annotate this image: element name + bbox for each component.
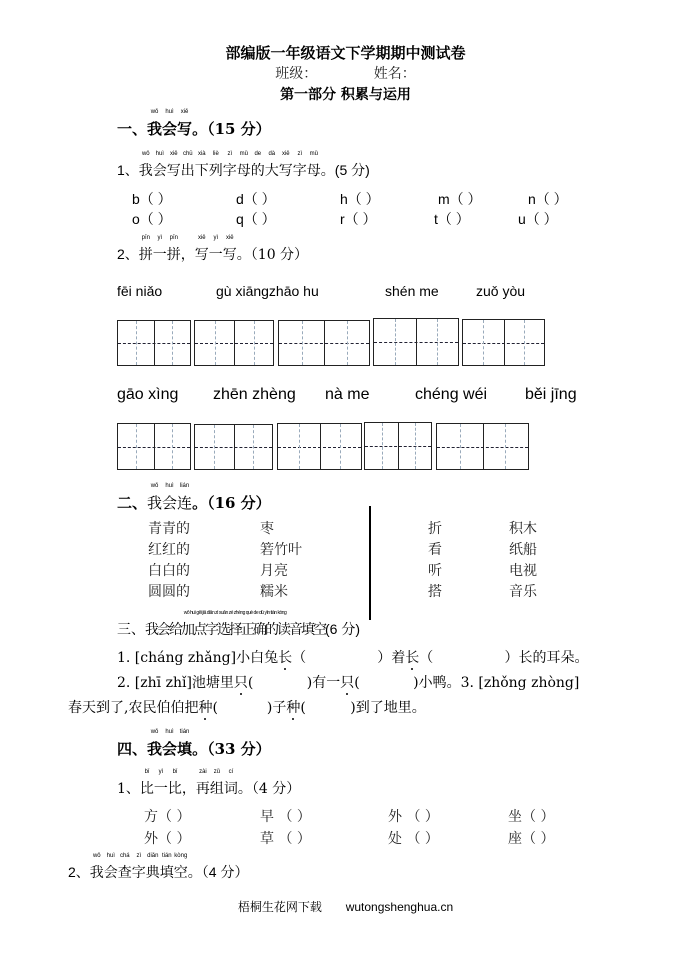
- question-score: 。（10 分）: [236, 247, 309, 263]
- ruby-char: [195, 769, 210, 798]
- writing-grid[interactable]: [194, 424, 273, 470]
- ruby-char: [209, 769, 224, 798]
- ruby-char: [194, 151, 209, 180]
- hanzi: 会: [162, 740, 178, 758]
- hanzi: 会: [162, 494, 178, 512]
- ruby-char: [159, 853, 174, 882]
- ruby-char: [147, 729, 163, 759]
- hanzi: 会: [162, 120, 178, 138]
- hanzi: 会: [103, 864, 118, 880]
- pinyin-annotation: xiě: [197, 235, 206, 241]
- reading-line-1: [117, 647, 589, 667]
- hanzi: 拼: [138, 247, 153, 263]
- hanzi: 大: [264, 163, 279, 179]
- section-title-ruby: [147, 483, 193, 512]
- section-score: 。（33 分）: [192, 740, 271, 758]
- match-item[interactable]: 枣: [260, 521, 274, 537]
- ruby-char: [153, 769, 168, 798]
- question-text-ruby: [138, 235, 237, 263]
- class-label: 班级：: [275, 66, 318, 82]
- pinyin-annotation: wǒ: [150, 483, 159, 489]
- answer-blank[interactable]: （ ）长的耳朵。: [419, 650, 589, 666]
- pinyin-annotation: tián: [179, 729, 190, 735]
- letter-blank[interactable]: o（ ）: [132, 211, 172, 227]
- section-title: 我会给加点字选择正确的读音填空: [145, 622, 325, 638]
- ruby-char: [194, 235, 209, 264]
- pinyin-annotation: huì: [165, 483, 174, 489]
- hanzi: 我: [147, 120, 163, 138]
- pinyin-annotation: xiě: [169, 151, 178, 157]
- section-1-heading: [117, 109, 271, 139]
- pinyin-annotation: zǔ: [213, 769, 221, 775]
- letter-blank[interactable]: t（ ）: [434, 211, 470, 227]
- letter-blank[interactable]: q（ ）: [236, 211, 276, 227]
- pinyin-word: fēi niǎo: [117, 283, 163, 299]
- writing-grid[interactable]: [194, 320, 274, 366]
- writing-grid[interactable]: [278, 320, 370, 366]
- letter-blank[interactable]: d（ ）: [236, 191, 276, 207]
- dotted-char: 长: [405, 647, 419, 667]
- match-item[interactable]: 音乐: [509, 584, 537, 600]
- ruby-char: [182, 778, 196, 798]
- student-info-line: [0, 63, 691, 83]
- pinyin-annotation: diǎn: [147, 853, 159, 859]
- section-score: 。（16 分）: [192, 494, 271, 512]
- compare-blank[interactable]: 外 （ ）: [388, 809, 439, 825]
- hanzi: 写: [222, 247, 237, 263]
- answer-blank[interactable]: ( )子: [212, 700, 287, 716]
- match-item[interactable]: 折: [428, 521, 442, 537]
- pinyin-annotation: pīn: [169, 235, 178, 241]
- pinyin-annotation: chū: [182, 151, 193, 157]
- hanzi: 填: [177, 740, 193, 758]
- compare-blank[interactable]: 外（ ）: [144, 831, 191, 847]
- hanzi: 一: [208, 247, 223, 263]
- writing-grid[interactable]: [277, 423, 362, 470]
- dotted-char: 长: [278, 647, 292, 667]
- column-divider: [369, 506, 371, 620]
- pinyin-annotation: bǐ: [172, 769, 178, 775]
- ruby-char: [222, 151, 237, 180]
- answer-blank[interactable]: ( )有一: [247, 675, 341, 691]
- pinyin-annotation: huì: [155, 151, 164, 157]
- hanzi: 我: [138, 163, 153, 179]
- footer-url[interactable]: wutongshenghua.cn: [345, 900, 454, 914]
- question-score: 。（4 分）: [237, 781, 301, 797]
- dotted-char: 只: [340, 672, 354, 692]
- pinyin-annotation: xià: [197, 151, 206, 157]
- hanzi: 填: [159, 864, 174, 880]
- match-item[interactable]: 积木: [509, 521, 537, 537]
- ruby-char: [250, 151, 265, 180]
- compare-blank[interactable]: 早 （ ）: [260, 809, 311, 825]
- ruby-char: [152, 235, 167, 264]
- ruby-char: [138, 151, 153, 180]
- question-1-2: [117, 235, 309, 264]
- question-1-1: [117, 151, 370, 180]
- question-4-2: [68, 853, 249, 882]
- part-title: 第一部分 积累与运用: [280, 87, 411, 103]
- ruby-char: [167, 769, 182, 798]
- section-number: 四、: [117, 740, 148, 758]
- section-score: 。（15 分）: [192, 120, 271, 138]
- pinyin-annotation: yì: [213, 235, 219, 241]
- ruby-char: [264, 151, 279, 180]
- letter-blank[interactable]: n（ ）: [528, 191, 568, 207]
- ruby-char: [278, 151, 293, 180]
- letter-blank[interactable]: m（ ）: [438, 191, 482, 207]
- ruby-char: [173, 853, 188, 882]
- hanzi: 会: [152, 163, 167, 179]
- ruby-char: [166, 235, 181, 264]
- ruby-char: [162, 483, 178, 513]
- pinyin-word: chéng wéi: [415, 386, 488, 403]
- hanzi: 空: [173, 864, 188, 880]
- match-item[interactable]: 电视: [509, 563, 537, 579]
- match-item[interactable]: 月亮: [260, 563, 288, 579]
- hanzi: 母: [306, 163, 321, 179]
- question-score: 。（4 分）: [187, 864, 249, 880]
- hanzi: 我: [147, 494, 163, 512]
- ruby-char: [181, 244, 195, 264]
- ruby-char: [236, 151, 251, 180]
- question-number: 2、: [117, 246, 139, 262]
- match-item[interactable]: 青青的: [148, 521, 190, 537]
- hanzi: 列: [208, 163, 223, 179]
- dotted-char: 只: [234, 672, 248, 692]
- pinyin-annotation: wǒ: [150, 109, 159, 115]
- hanzi: 连: [177, 494, 193, 512]
- hanzi: ，: [180, 247, 195, 263]
- pinyin-annotation: zì: [136, 853, 142, 859]
- question-number: 1、: [117, 162, 139, 178]
- match-item[interactable]: 箬竹叶: [260, 542, 302, 558]
- dotted-char: 种: [286, 697, 300, 717]
- pinyin-annotation: wǒ: [92, 853, 101, 859]
- compare-blank[interactable]: 草 （ ）: [260, 831, 311, 847]
- pinyin-annotation: huì: [165, 729, 174, 735]
- hanzi: 的: [250, 163, 265, 179]
- name-label: 姓名：: [373, 66, 416, 82]
- match-left-col-1: [148, 519, 190, 603]
- compare-blank[interactable]: 方（ ）: [144, 809, 191, 825]
- question-number: 2、: [68, 864, 90, 880]
- question-text-ruby: [89, 853, 188, 880]
- hanzi: 比: [167, 781, 182, 797]
- ruby-char: [131, 853, 146, 882]
- pinyin-word: gù xiāngzhāo hu: [216, 283, 319, 299]
- match-right-col-2: [509, 519, 537, 603]
- pinyin-word: shén me: [385, 283, 439, 299]
- pinyin-word: zuǒ yòu: [476, 283, 526, 299]
- pinyin-annotation: wǒ: [150, 729, 159, 735]
- page-footer: [0, 898, 691, 915]
- ruby-char: [180, 151, 195, 180]
- ruby-char: [306, 151, 321, 180]
- pinyin-annotation: chá: [119, 853, 130, 859]
- hanzi: 再: [195, 781, 210, 797]
- ruby-char: [147, 483, 163, 513]
- ruby-char: [152, 151, 167, 180]
- pinyin-annotation: kòng: [174, 853, 188, 859]
- compare-blank[interactable]: 处 （ ）: [388, 831, 439, 847]
- pinyin-annotation: zì: [297, 151, 303, 157]
- hanzi: 我: [147, 740, 163, 758]
- answer-blank[interactable]: ( )到了地里。: [300, 700, 426, 716]
- pinyin-annotation: huì: [165, 109, 174, 115]
- section-title-ruby: [145, 610, 325, 639]
- hanzi: 词: [223, 781, 238, 797]
- pinyin-annotation: zài: [199, 769, 207, 775]
- ruby-char: [117, 853, 132, 882]
- writing-grid[interactable]: [117, 423, 191, 470]
- match-left-col-2: [260, 519, 302, 603]
- pinyin-annotation: xiě: [180, 109, 189, 115]
- letter-blank[interactable]: r（ ）: [340, 211, 377, 227]
- writing-grid[interactable]: [462, 319, 545, 366]
- pinyin-annotation: dà: [268, 151, 276, 157]
- pinyin-annotation: zì: [227, 151, 233, 157]
- hanzi: 组: [209, 781, 224, 797]
- writing-grid[interactable]: [117, 320, 191, 366]
- hanzi: 字: [131, 864, 146, 880]
- pinyin-annotation: wǒ: [141, 151, 150, 157]
- ruby-char: [145, 853, 160, 882]
- ruby-char: [89, 853, 104, 882]
- ruby-char: [177, 109, 193, 139]
- match-right-col-1: [428, 519, 442, 603]
- pinyin-annotation: xiě: [225, 235, 234, 241]
- match-item[interactable]: 红红的: [148, 542, 190, 558]
- writing-grid[interactable]: [436, 423, 529, 470]
- ruby-char: [147, 109, 163, 139]
- pinyin-word: nà me: [325, 386, 370, 403]
- pinyin-word: gāo xìng: [117, 386, 179, 403]
- exam-title: 部编版一年级语文下学期期中测试卷: [225, 44, 466, 62]
- answer-blank[interactable]: ( )小鸭。3. [zhǒng zhòng]: [354, 675, 580, 691]
- writing-grid[interactable]: [364, 422, 432, 470]
- hanzi: 一: [152, 247, 167, 263]
- letter-blank[interactable]: h（ ）: [340, 191, 380, 207]
- match-item[interactable]: 听: [428, 563, 442, 579]
- hanzi: ，: [181, 781, 196, 797]
- match-item[interactable]: 搭: [428, 584, 442, 600]
- match-item[interactable]: 糯米: [260, 584, 288, 600]
- pinyin-annotation: liè: [212, 151, 219, 157]
- line-text: 2. [zhī zhǐ]池塘里: [117, 675, 234, 691]
- ruby-char: [223, 769, 238, 798]
- ruby-char: [222, 235, 237, 264]
- ruby-char: [208, 151, 223, 180]
- question-score: 。(5 分): [320, 162, 370, 178]
- hanzi: 写: [278, 163, 293, 179]
- hanzi: 我: [89, 864, 104, 880]
- match-item[interactable]: 纸船: [509, 542, 537, 558]
- footer-site-name: 梧桐生花网下载: [237, 900, 322, 914]
- ruby-char: [177, 483, 193, 513]
- title-pinyin: wǒ huì gěi jiā diǎn zì xuǎn zé zhèng què de dú yīn tián kòng: [183, 610, 287, 616]
- compare-blank[interactable]: 座（ ）: [508, 831, 555, 847]
- hanzi: 典: [145, 864, 160, 880]
- letter-blank[interactable]: u（ ）: [518, 211, 558, 227]
- letter-blank[interactable]: b（ ）: [132, 191, 172, 207]
- pinyin-annotation: lián: [179, 483, 190, 489]
- compare-blank[interactable]: 坐（ ）: [508, 809, 555, 825]
- hanzi: 写: [166, 163, 181, 179]
- question-text-ruby: [139, 769, 238, 797]
- hanzi: 字: [222, 163, 237, 179]
- hanzi: 拼: [166, 247, 181, 263]
- hanzi: 比: [139, 781, 154, 797]
- hanzi: 查: [117, 864, 132, 880]
- dotted-char: 种: [198, 697, 212, 717]
- pinyin-annotation: mǔ: [239, 151, 248, 157]
- question-number: 1、: [117, 781, 140, 797]
- ruby-char: [162, 729, 178, 759]
- pinyin-word: zhēn zhèng: [213, 386, 296, 403]
- ruby-char: [162, 109, 178, 139]
- hanzi: 出: [180, 163, 195, 179]
- pinyin-annotation: bǐ: [144, 769, 150, 775]
- reading-line-2: [117, 672, 579, 692]
- section-2-heading: [117, 483, 271, 513]
- question-text-ruby: [138, 151, 321, 179]
- reading-line-3: [68, 697, 426, 717]
- ruby-char: [103, 853, 118, 882]
- ruby-char: [208, 235, 223, 264]
- pinyin-annotation: tián: [161, 853, 172, 859]
- writing-grid[interactable]: [373, 318, 459, 366]
- pinyin-annotation: de: [254, 151, 262, 157]
- match-item[interactable]: 看: [428, 542, 442, 558]
- section-3-heading: [117, 610, 360, 639]
- match-item[interactable]: 圆圆的: [148, 584, 190, 600]
- ruby-char: [138, 235, 153, 264]
- pinyin-annotation: pīn: [141, 235, 150, 241]
- hanzi: 一: [153, 781, 168, 797]
- ruby-char: [292, 151, 307, 180]
- section-number: 一、: [117, 120, 148, 138]
- section-number: 三、: [117, 622, 145, 638]
- match-item[interactable]: 白白的: [148, 563, 190, 579]
- hanzi: 写: [194, 247, 209, 263]
- section-number: 二、: [117, 494, 148, 512]
- pinyin-annotation: xiě: [281, 151, 290, 157]
- hanzi: 下: [194, 163, 209, 179]
- hanzi: 写: [177, 120, 193, 138]
- section-title-ruby: [147, 109, 193, 138]
- pinyin-annotation: mǔ: [309, 151, 318, 157]
- hanzi: 字: [292, 163, 307, 179]
- pinyin-annotation: yì: [157, 235, 163, 241]
- line-text: 春天到了,农民伯伯把: [68, 700, 199, 716]
- hanzi: 母: [236, 163, 251, 179]
- ruby-char: [177, 729, 193, 759]
- ruby-char: [166, 151, 181, 180]
- ruby-char: [139, 769, 154, 798]
- pinyin-annotation: cí: [228, 769, 234, 775]
- pinyin-annotation: huì: [106, 853, 115, 859]
- section-score: (6 分): [325, 621, 360, 637]
- section-4-heading: [117, 729, 271, 759]
- pinyin-annotation: yì: [158, 769, 164, 775]
- line-text: 1. [cháng zhǎng]小白兔: [117, 650, 279, 666]
- section-title-ruby: [147, 729, 193, 758]
- question-4-1: [117, 769, 301, 798]
- answer-blank[interactable]: （ ）着: [292, 650, 406, 666]
- pinyin-word: běi jīng: [525, 386, 577, 403]
